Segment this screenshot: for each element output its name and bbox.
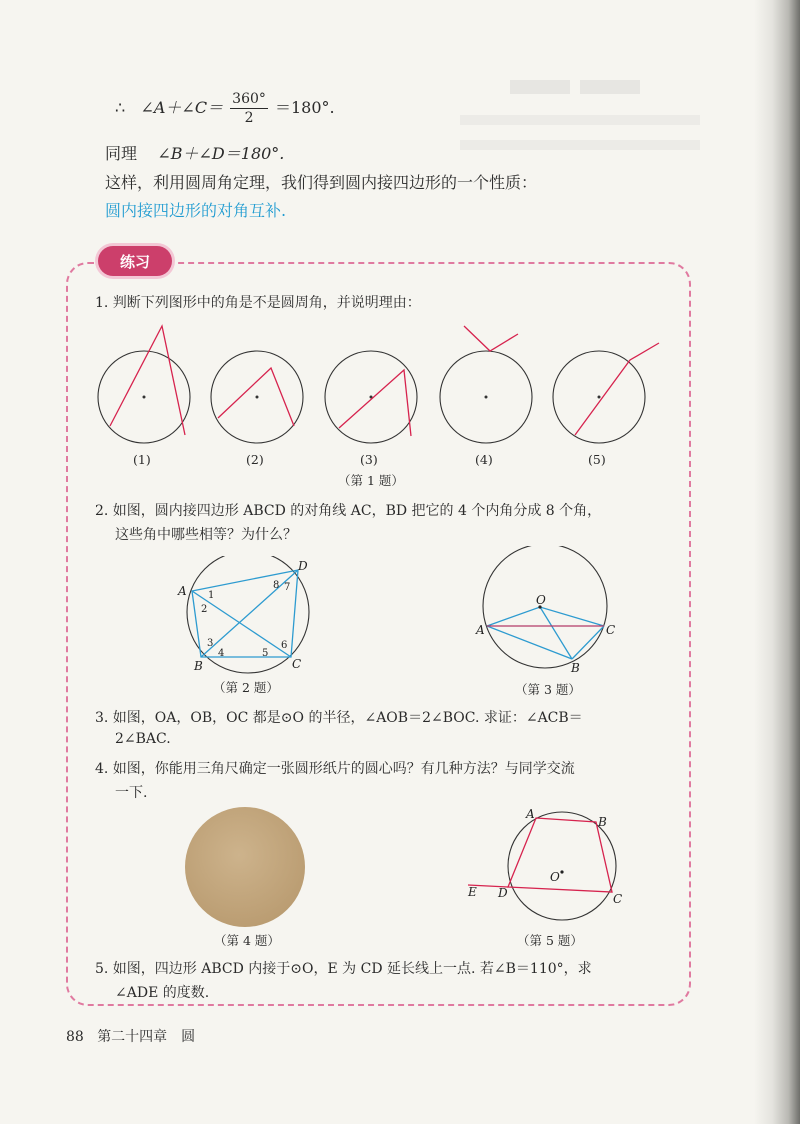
q1-label-1: (1): [133, 452, 151, 467]
exercise-badge: 练习: [98, 246, 172, 276]
fig2-angle-7: 7: [284, 582, 291, 593]
question-2-line-2: 这些角中哪些相等？为什么？: [115, 527, 297, 543]
q1-label-2: (2): [246, 452, 264, 467]
chapter-title: 第二十四章 圆: [97, 1029, 196, 1045]
fig2-angle-8: 8: [273, 580, 280, 591]
fig3-point-c: C: [606, 623, 616, 637]
angle-sum-result: ＝180°.: [275, 98, 335, 117]
q1-label-5: (5): [588, 452, 606, 467]
fig5-point-o: O: [550, 870, 560, 884]
therefore-equation: [115, 90, 335, 127]
fig5-point-e: E: [468, 885, 477, 899]
fraction: [230, 90, 268, 127]
q1-angle-5: [575, 343, 659, 435]
question-5-line-2: ∠ADE 的度数.: [115, 985, 210, 1001]
fraction-denominator: 2: [244, 110, 254, 126]
fig2-angle-2: 2: [201, 604, 208, 615]
fig2-caption: （第 2 题）: [213, 680, 279, 695]
fig5-quadrilateral: [508, 818, 612, 892]
book-spine-shadow: [754, 0, 800, 1124]
fig2-point-a: A: [178, 584, 187, 598]
fig3-point-b: B: [571, 661, 580, 675]
fig5-caption: （第 5 题）: [517, 933, 583, 948]
fig3-point-o: O: [536, 593, 546, 607]
q1-caption: （第 1 题）: [338, 473, 404, 488]
fig2-angle-4: 4: [218, 648, 225, 659]
property-statement: 圆内接四边形的对角互补.: [105, 201, 287, 220]
fig5-point-a: A: [526, 808, 535, 821]
similarly-line: [105, 141, 284, 164]
q1-figures: [88, 322, 678, 472]
fig5-point-c: C: [613, 892, 623, 906]
question-4-line-1: 4. 如图，你能用三角尺确定一张圆形纸片的圆心吗？有几种方法？与同学交流: [95, 761, 575, 777]
property-intro: 这样，利用圆周角定理，我们得到圆内接四边形的一个性质：: [105, 173, 538, 192]
fraction-numerator: 360°: [232, 91, 266, 107]
fig3-circle: [483, 546, 607, 668]
fig5-point-b: B: [598, 815, 607, 829]
therefore-symbol: ∴: [115, 98, 126, 117]
q1-label-3: (3): [360, 452, 378, 467]
question-2-line-1: 2. 如图，圆内接四边形 ABCD 的对角线 AC，BD 把它的 4 个内角分成 8 个角，: [95, 503, 602, 519]
q1-angle-4: [464, 326, 518, 351]
fig2-angle-1: 1: [208, 590, 215, 601]
question-3-line-1: 3. 如图，OA，OB，OC 都是⊙O 的半径，∠AOB＝2∠BOC. 求证：∠ACB＝: [95, 710, 583, 726]
page-number: 88: [66, 1029, 84, 1045]
figure-3: [470, 546, 630, 676]
fig3-point-a: A: [476, 623, 485, 637]
fig3-caption: （第 3 题）: [515, 682, 581, 697]
fig4-caption: （第 4 题）: [214, 933, 280, 948]
similarly-label: 同理: [105, 144, 138, 163]
fig5-point-d: D: [498, 886, 508, 900]
question-4-line-2: 一下.: [115, 785, 148, 801]
fig2-point-c: C: [292, 657, 302, 671]
question-5-line-1: 5. 如图，四边形 ABCD 内接于⊙O，E 为 CD 延长线上一点. 若∠B＝110°，求: [95, 961, 592, 977]
page-footer: [66, 1026, 195, 1046]
question-3-line-2: 2∠BAC.: [115, 731, 171, 747]
q1-angle-3: [339, 370, 411, 436]
fig3-segment-ab: [487, 626, 572, 659]
fig3-segment-cb: [572, 626, 604, 659]
fig2-point-b: B: [194, 659, 203, 673]
fig2-angle-6: 6: [281, 640, 288, 651]
fig2-point-d: D: [298, 559, 308, 573]
figure-4: [184, 806, 306, 928]
q1-label-4: (4): [475, 452, 493, 467]
figure-5: [464, 808, 640, 932]
paper-disk: [185, 807, 305, 927]
q1-angle-1: [110, 326, 185, 435]
figure-2: [170, 556, 330, 676]
question-1: 1. 判断下列图形中的角是不是圆周角，并说明理由：: [95, 295, 421, 311]
similarly-equation: ∠B＋∠D＝180°.: [157, 144, 285, 163]
angle-sum-left: ∠A＋∠C＝: [140, 98, 224, 117]
fig2-angle-3: 3: [207, 638, 214, 649]
fig2-angle-5: 5: [262, 648, 269, 659]
